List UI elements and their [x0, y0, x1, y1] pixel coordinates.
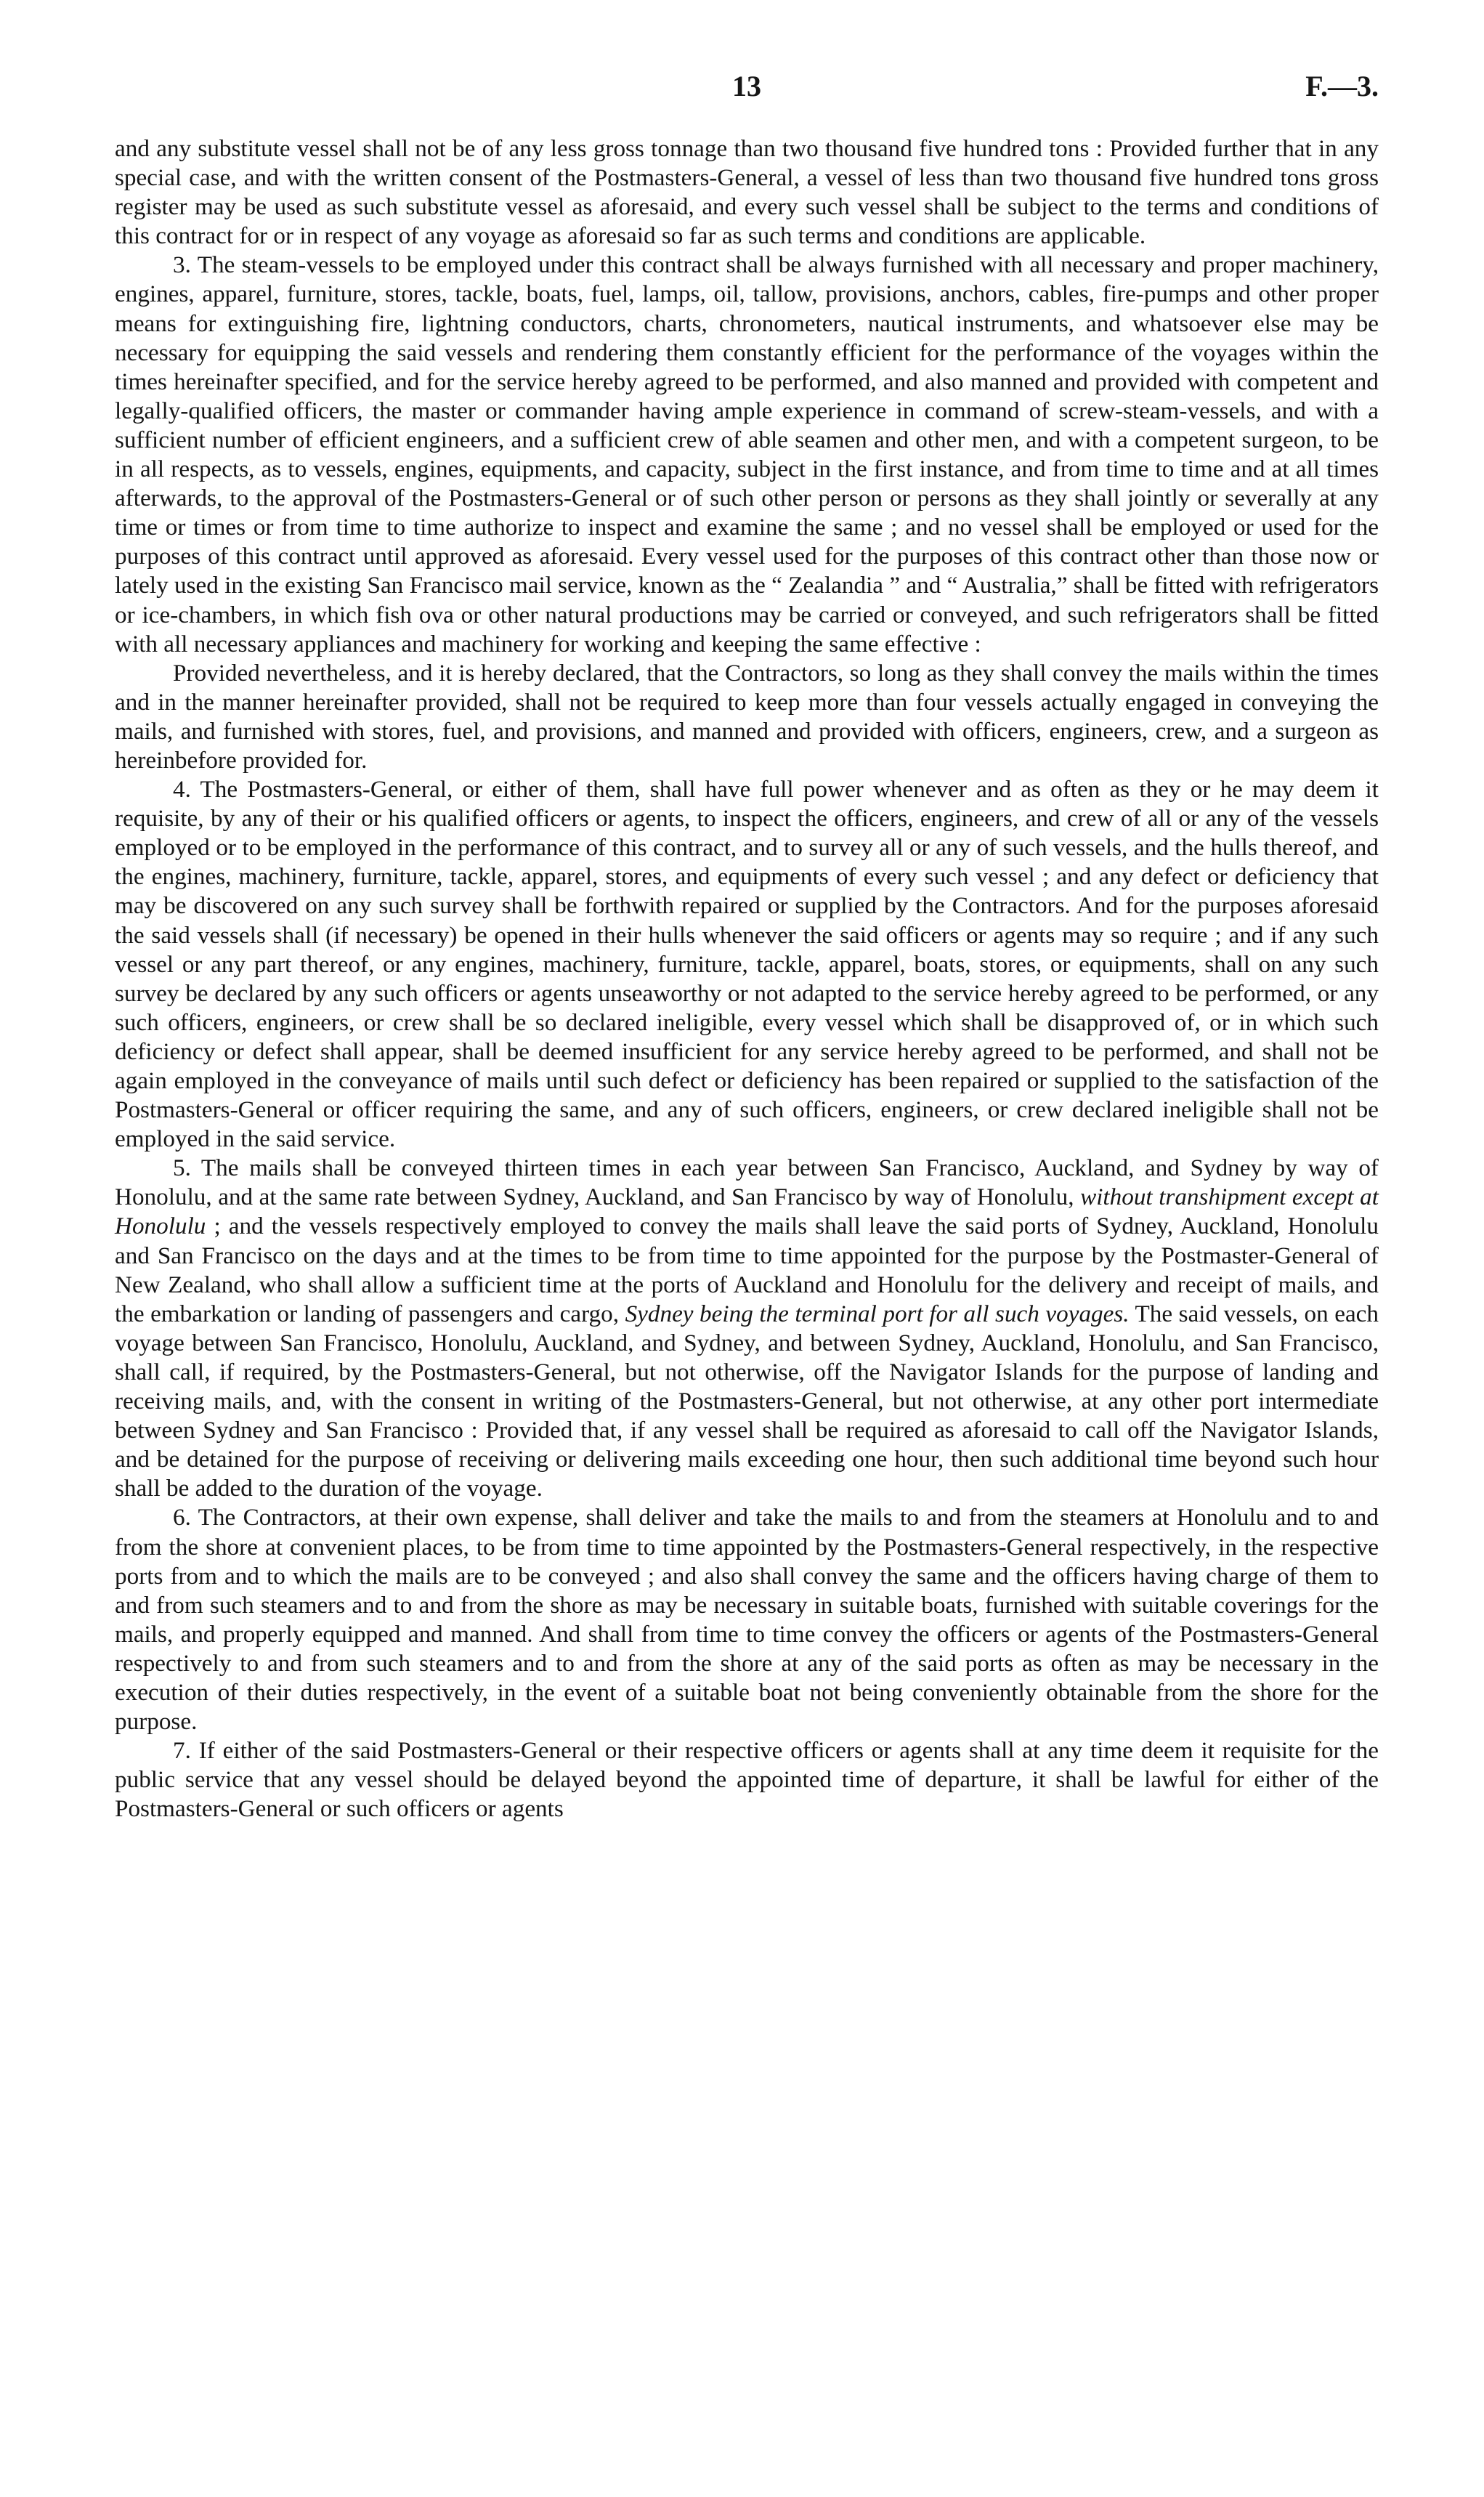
paragraph-clause-4: 4. The Postmasters-General, or either of them, shall have full power whenever and as often as they or he may deem it requisite, by any of their or his qualified officers or agents, to inspect the officers, engineers, and crew of all or any of the vessels employed or to be employed in the performance of this contract, and to survey all or any of such vessels, and the hulls thereof, and the engines, machinery, furniture, tackle, apparel, stores, and equipments of every such vessel ; and any defect or deficiency that may be discovered on any such survey shall be forthwith repaired or supplied by the Contractors. And for the purposes aforesaid the said vessels shall (if necessary) be opened in their hulls whenever the said officers or agents may so require ; and if any such vessel or any part thereof, or any engines, machinery, furniture, tackle, apparel, boats, stores, or equipments, shall on any such survey be declared by any such officers or agents unseaworthy or not adapted to the service hereby agreed to be performed, or any such officers, engineers, or crew shall be so declared ineligible, every vessel which shall be disapproved of, or in which such deficiency or defect shall appear, shall be deemed insufficient for any service hereby agreed to be performed, and shall not be again employed in the conveyance of mails until such defect or deficiency has been repaired or supplied to the satisfaction of the Postmasters-General or officer requiring the same, and any of such officers, engineers, or crew declared ineligible shall not be employed in the said service. [115, 776, 1379, 1153]
document-page [115, 69, 1379, 1824]
clause-5-text-b: ; and the vessels respectively employed to convey the mails shall leave the said ports of Sydney, Auckland, Honolulu and San Francisco on the days and at the times to be from time to time appointed for the purpose by the Postmaster-General of New Zealand, who shall allow a sufficient time at the ports of Auckland and Honolulu for the delivery and receipt of mails, and the embarkation or landing of passengers and cargo, [115, 1213, 1379, 1327]
paragraph-clause-7: 7. If either of the said Postmasters-General or their respective officers or agents shall at any time deem it requisite for the public service that any vessel should be delayed beyond the appointed time of departure, it shall be lawful for either of the Postmasters-General or such officers or agents [115, 1737, 1379, 1823]
paragraph-clause-3-proviso: Provided nevertheless, and it is hereby declared, that the Contractors, so long as they shall convey the mails within the times and in the manner hereinafter provided, shall not be required to keep more than four vessels actually engaged in conveying the mails, and furnished with stores, fuel, and provisions, and manned and provided with officers, engineers, crew, and a surgeon as hereinbefore provided for. [115, 659, 1379, 774]
body-text [115, 134, 1379, 1824]
page-header [115, 69, 1379, 134]
paragraph-clause-3: 3. The steam-vessels to be employed under this contract shall be always furnished with all necessary and proper machinery, engines, apparel, furniture, stores, tackle, boats, fuel, lamps, oil, tallow, provisions, anchors, cables, fire-pumps and other proper means for extinguishing fire, lightning conductors, charts, chronometers, nautical instruments, and whatsoever else may be necessary for equipping the said vessels and rendering them constantly efficient for the performance of the voyages within the times hereinafter specified, and for the service hereby agreed to be performed, and also manned and provided with competent and legally-qualified officers, the master or commander having ample experience in command of screw-steam-vessels, and with a sufficient number of efficient engineers, and a sufficient crew of able seamen and other men, and with a competent surgeon, to be in all respects, as to vessels, engines, equipments, and capacity, subject in the first instance, and from time to time and at all times afterwards, to the approval of the Postmasters-General or of such other person or persons as they shall jointly or severally at any time or times or from time to time authorize to inspect and examine the same ; and no vessel shall be employed or used for the purposes of this contract until approved as aforesaid. Every vessel used for the purposes of this contract other than those now or lately used in the existing San Francisco mail service, known as the “ Zealandia ” and “ Australia,” shall be fitted with refrigerators or ice-chambers, in which fish ova or other natural productions may be carried or conveyed, and such refrigerators shall be fitted with all necessary appliances and machinery for working and keeping the same effective : [115, 251, 1379, 657]
paragraph-continuation: and any substitute vessel shall not be of any less gross tonnage than two thousand five hundred tons : Provided further that in any special case, and with the written consent of the Postmasters-General, a vessel of less than two thousand five hundred tons gross register may be used as such substitute vessel as aforesaid, and every such vessel shall be subject to the terms and conditions of this contract for or in respect of any voyage as aforesaid so far as such terms and conditions are applicable. [115, 135, 1379, 250]
paragraph-clause-6: 6. The Contractors, at their own expense, shall deliver and take the mails to and from the steamers at Honolulu and to and from the shore at convenient places, to be from time to time appointed by the Postmasters-General respectively, in the respective ports from and to which the mails are to be conveyed ; and also shall convey the same and the officers having charge of them to and from such steamers and to and from the shore as may be necessary in suitable boats, furnished with suitable coverings for the mails, and properly equipped and manned. And shall from time to time convey the officers or agents of the Postmasters-General respectively to and from such steamers and to and from the shore at any of the said ports as often as may be necessary in the execution of their duties respectively, in the event of a suitable boat not being conveniently obtainable from the shore for the purpose. [115, 1504, 1379, 1736]
paragraph-clause-5 [115, 1154, 1379, 1503]
page-number: 13 [732, 70, 761, 102]
clause-5-text-c: The said vessels, on each voyage between San Francisco, Honolulu, Auckland, and Sydney, and between Sydney, Auckland, Honolulu, and San Francisco, shall call, if required, by the Postmasters-General, but not otherwise, off the Navigator Islands for the purpose of landing and receiving mails, and, with the consent in writing of the Postmasters-General, but not otherwise, at any other port intermediate between Sydney and San Francisco : Provided that, if any vessel shall be required as aforesaid to call off the Navigator Islands, and be detained for the purpose of receiving or delivering mails exceeding one hour, then such additional time beyond such hour shall be added to the duration of the voyage. [115, 1300, 1379, 1502]
clause-5-italic-a: without transhipment except at Honolulu [115, 1183, 1379, 1240]
clause-5-italic-b: Sydney being the terminal port for all such voyages. [625, 1300, 1130, 1327]
document-reference: F.—3. [1305, 70, 1379, 102]
clause-5-text-a: 5. The mails shall be conveyed thirteen times in each year between San Francisco, Auckland, and Sydney by way of Honolulu, and at the same rate between Sydney, Auckland, and San Francisco by way of Honolulu, [115, 1154, 1379, 1211]
